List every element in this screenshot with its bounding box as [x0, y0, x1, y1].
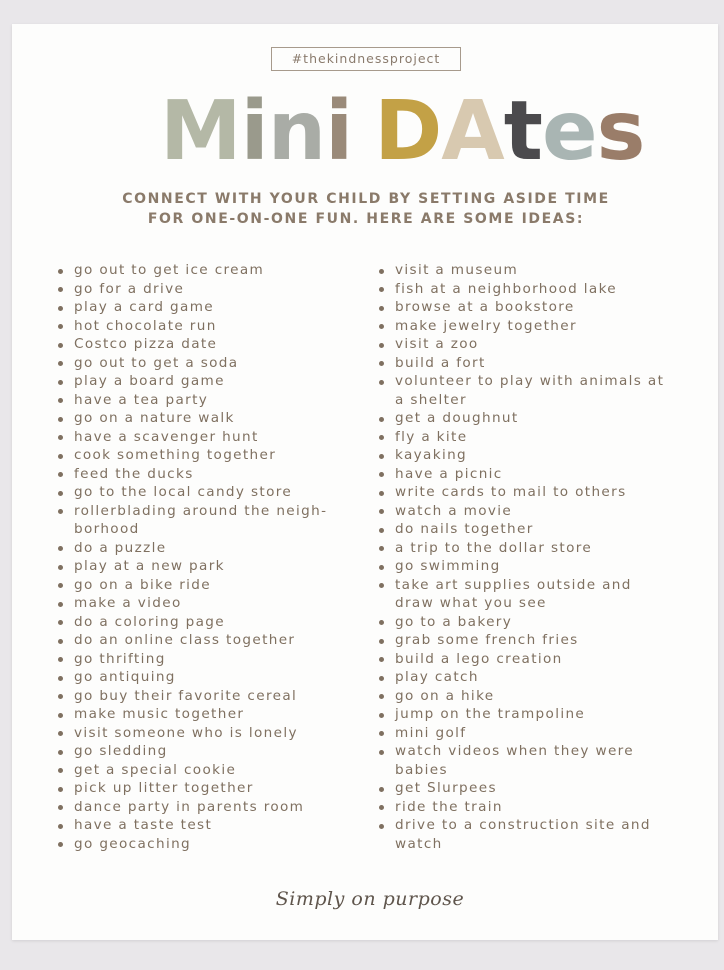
idea-text: have a tea party [74, 391, 209, 408]
idea-item [57, 409, 362, 428]
idea-text: watch a movie [395, 502, 513, 519]
idea-item [378, 280, 698, 299]
title-letter: M [160, 84, 241, 179]
idea-item [378, 428, 698, 447]
title-letter: i [325, 84, 353, 179]
idea-item [378, 798, 698, 817]
idea-item [378, 816, 698, 853]
idea-item [378, 446, 698, 465]
idea-item [378, 742, 698, 779]
idea-text: get a doughnut [395, 410, 519, 426]
idea-text: go geocaching [74, 835, 192, 852]
idea-text: fly a kite [395, 428, 468, 445]
idea-item [57, 391, 362, 410]
idea-item [378, 298, 698, 317]
idea-text: take art supplies outside and [395, 576, 632, 593]
idea-text: a trip to the dollar store [395, 539, 593, 556]
idea-text: make music together [74, 706, 245, 722]
idea-text: drive to a construction site and [395, 817, 651, 833]
idea-text: do a puzzle [74, 539, 167, 556]
idea-text: feed the ducks [74, 465, 194, 482]
idea-item [378, 613, 698, 632]
idea-item [57, 428, 362, 447]
idea-text: go to a bakery [395, 613, 513, 630]
signature-logo: Simply on purpose [275, 888, 465, 910]
idea-item [378, 354, 698, 373]
idea-text: kayaking [395, 447, 468, 463]
idea-item [378, 687, 698, 706]
subtitle [40, 190, 692, 229]
idea-item [57, 557, 362, 576]
idea-text-continued: borhood [74, 521, 140, 537]
idea-item [378, 261, 698, 280]
idea-text: do nails together [395, 521, 534, 537]
idea-item [57, 372, 362, 391]
idea-item [378, 724, 698, 743]
page-title [160, 72, 645, 192]
idea-item [57, 668, 362, 687]
idea-item [378, 779, 698, 798]
title-letter: D [374, 84, 442, 179]
idea-item [57, 539, 362, 558]
idea-item [378, 668, 698, 687]
idea-item [57, 742, 362, 761]
idea-item [57, 465, 362, 484]
idea-text: have a taste test [74, 817, 213, 833]
idea-item [378, 372, 698, 409]
idea-text: browse at a bookstore [395, 299, 575, 315]
idea-text: go buy their favorite cereal [74, 687, 298, 704]
idea-text: go to the local candy store [74, 484, 293, 500]
idea-text: go for a drive [74, 280, 185, 297]
idea-item [57, 761, 362, 780]
idea-item [57, 446, 362, 465]
idea-item [57, 261, 362, 280]
idea-text: Costco pizza date [74, 336, 218, 352]
idea-item [57, 724, 362, 743]
idea-item [57, 298, 362, 317]
ideas-list-left [57, 261, 362, 853]
idea-item [57, 502, 362, 539]
title-letter: n [267, 84, 326, 179]
idea-text: rollerblading around the neigh- [74, 502, 328, 519]
idea-item [57, 798, 362, 817]
idea-text: volunteer to play with animals at [395, 373, 665, 389]
idea-text: go out to get ice cream [74, 262, 265, 278]
idea-text: go on a nature walk [74, 410, 235, 426]
idea-item [378, 557, 698, 576]
title-letter: i [240, 84, 268, 179]
idea-text: play catch [395, 669, 479, 685]
idea-text: visit a zoo [395, 336, 479, 352]
idea-text: cook something together [74, 447, 277, 463]
title-letter: t [503, 84, 542, 179]
idea-item [57, 335, 362, 354]
idea-item [378, 631, 698, 650]
idea-text: play a card game [74, 299, 215, 315]
idea-item [57, 687, 362, 706]
idea-text: have a scavenger hunt [74, 428, 259, 445]
hashtag-badge: #thekindnessproject [271, 47, 461, 71]
idea-item [57, 354, 362, 373]
idea-text: build a fort [395, 354, 486, 371]
idea-text: dance party in parents room [74, 798, 305, 815]
idea-text: ride the train [395, 798, 503, 815]
idea-item [378, 409, 698, 428]
idea-text: visit a museum [395, 262, 519, 278]
idea-item [57, 631, 362, 650]
idea-text-continued: a shelter [395, 391, 467, 408]
idea-item [378, 539, 698, 558]
idea-item [378, 520, 698, 539]
idea-item [57, 816, 362, 835]
idea-text: write cards to mail to others [395, 484, 627, 500]
idea-text: do an online class together [74, 632, 296, 648]
subtitle-line-2: FOR ONE-ON-ONE FUN. HERE ARE SOME IDEAS: [147, 210, 585, 227]
idea-text: go thrifting [74, 650, 166, 667]
idea-item [378, 335, 698, 354]
idea-item [57, 705, 362, 724]
idea-text: go on a hike [395, 687, 495, 704]
idea-text: go out to get a soda [74, 354, 239, 371]
idea-item [57, 835, 362, 854]
idea-text: grab some french fries [395, 632, 579, 648]
subtitle-line-1: CONNECT WITH YOUR CHILD BY SETTING ASIDE TIME [122, 191, 610, 207]
idea-text: visit someone who is lonely [74, 724, 298, 741]
idea-text: get Slurpees [395, 780, 497, 796]
title-letter: A [441, 84, 504, 179]
ideas-list-right [378, 261, 698, 853]
title-letter: e [541, 84, 597, 179]
idea-item [378, 483, 698, 502]
idea-item [57, 594, 362, 613]
idea-text: pick up litter together [74, 780, 254, 796]
idea-item [378, 465, 698, 484]
idea-item [378, 502, 698, 521]
idea-item [378, 650, 698, 669]
idea-item [57, 317, 362, 336]
idea-text: jump on the trampoline [395, 706, 586, 722]
idea-item [57, 483, 362, 502]
idea-text: play at a new park [74, 558, 225, 574]
idea-text: fish at a neighborhood lake [395, 280, 618, 297]
idea-item [57, 650, 362, 669]
idea-item [57, 779, 362, 798]
idea-text-continued: babies [395, 761, 448, 778]
idea-text: build a lego creation [395, 650, 563, 667]
idea-text: go antiquing [74, 669, 176, 685]
title-letter: s [596, 84, 645, 179]
idea-item [57, 576, 362, 595]
idea-item [378, 317, 698, 336]
idea-item [57, 280, 362, 299]
idea-text-continued: draw what you see [395, 595, 547, 611]
idea-text: have a picnic [395, 465, 503, 482]
idea-text: go swimming [395, 558, 501, 574]
idea-text: make jewelry together [395, 317, 577, 334]
idea-text: play a board game [74, 373, 225, 389]
idea-text: go sledding [74, 743, 168, 759]
idea-text: get a special cookie [74, 761, 237, 778]
idea-item [57, 613, 362, 632]
idea-text: go on a bike ride [74, 576, 211, 593]
idea-text: do a coloring page [74, 613, 225, 630]
idea-text: watch videos when they were [395, 743, 635, 759]
idea-text-continued: watch [395, 835, 443, 852]
idea-item [378, 576, 698, 613]
idea-item [378, 705, 698, 724]
idea-text: make a video [74, 595, 182, 611]
idea-text: mini golf [395, 724, 467, 741]
idea-text: hot chocolate run [74, 317, 217, 334]
